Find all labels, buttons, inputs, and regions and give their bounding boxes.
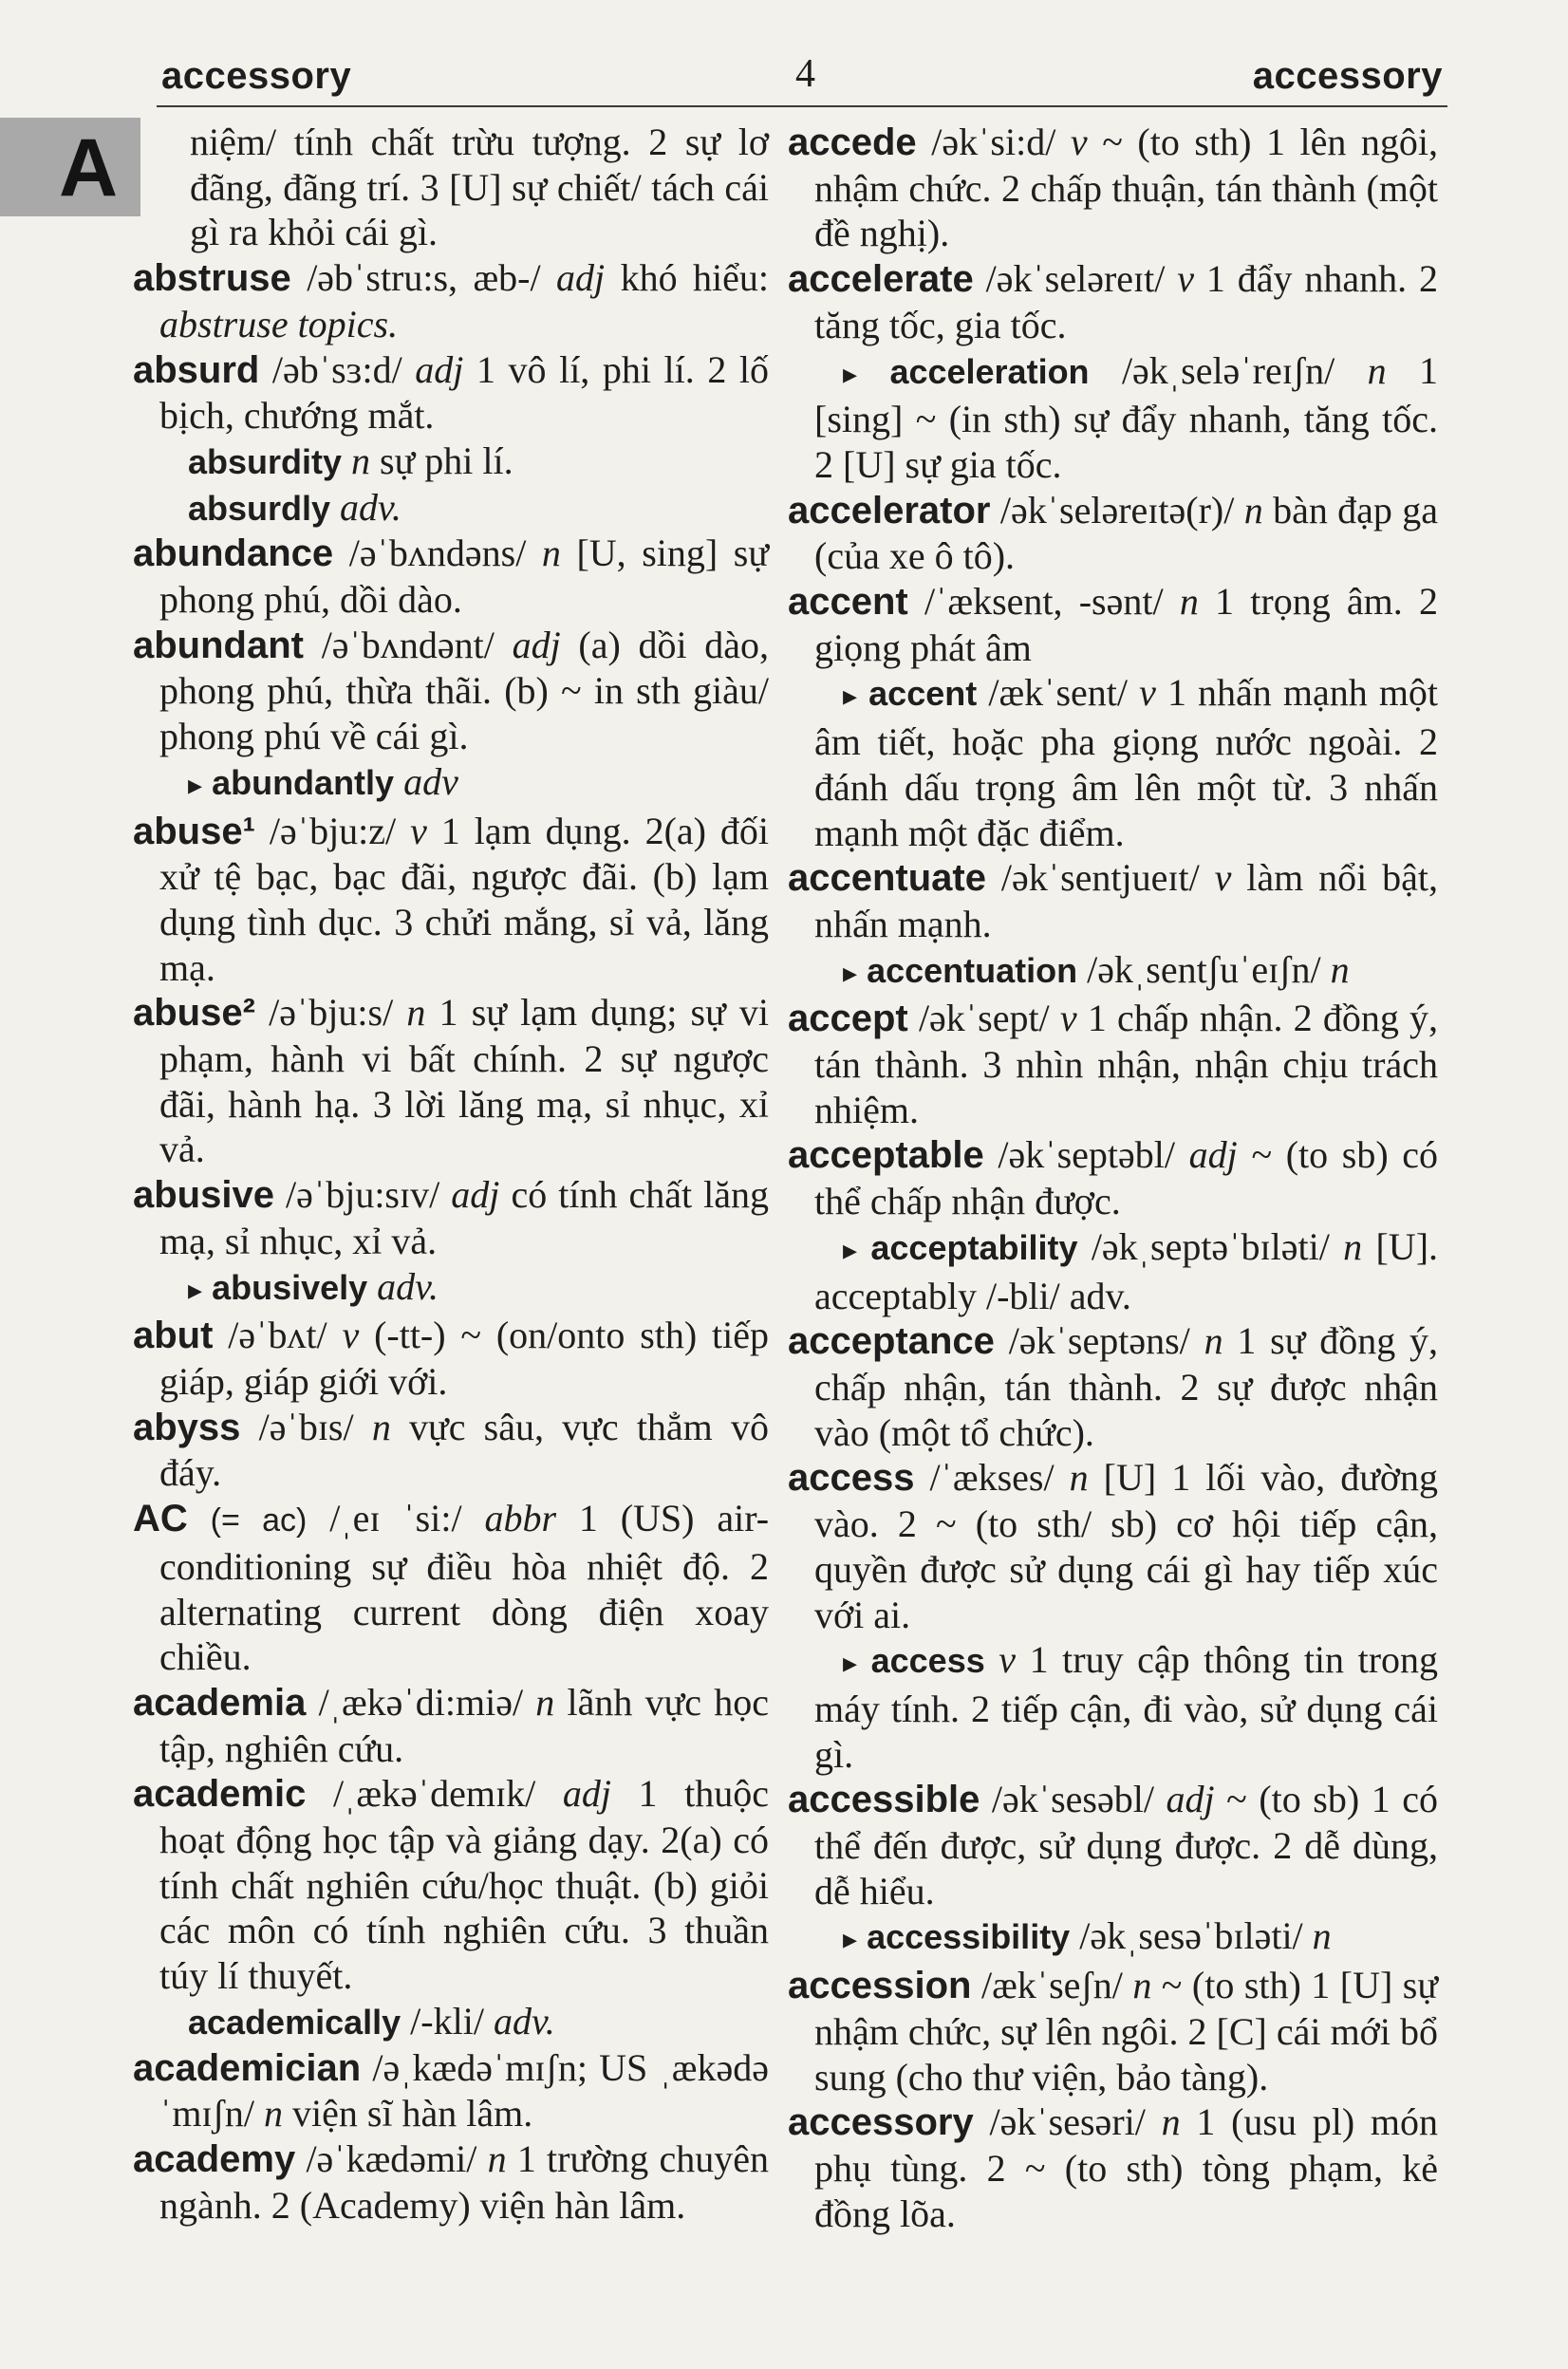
pronunciation: /ˌækəˈdi:miə/: [318, 1680, 524, 1724]
headword: abundantly: [212, 762, 395, 802]
part-of-speech: adv.: [340, 485, 401, 529]
part-of-speech: n: [1243, 488, 1263, 532]
pronunciation: /əkˌseptəˈbɪləti/: [1091, 1224, 1330, 1268]
definition: 1 vô lí, phi lí. 2 lố bịch, chướng mắt.: [159, 347, 769, 438]
pronunciation: /əkˈseptəbl/: [998, 1133, 1176, 1177]
dictionary-entry: [788, 488, 1438, 579]
guide-word-left: accessory: [161, 55, 352, 97]
sub-entry: [788, 1224, 1438, 1318]
dictionary-entry: [133, 1771, 769, 1999]
definition: ~ (to sth) 1 [U] sự nhậm chức, sự lên ngôi. 2 [C] cái mới bổ sung (cho thư viện, bảo tàng).: [814, 1964, 1439, 2099]
pronunciation: /ækˈseʃn/: [980, 1964, 1123, 2007]
headword: abundant: [133, 624, 304, 666]
pronunciation: /əkˌseləˈreɪʃn/: [1121, 348, 1335, 392]
definition: [U, sing] sự phong phú, dồi dào.: [159, 532, 770, 622]
headword: acceleration: [889, 351, 1090, 391]
definition: khó hiểu:: [620, 256, 770, 300]
headword: abuse¹: [133, 810, 255, 852]
pronunciation: /əkˈsesəri/: [989, 2100, 1146, 2144]
definition: 1 truy cập thông tin trong máy tính. 2 tiếp cận, đi vào, sử dụng cái gì.: [814, 1638, 1439, 1776]
part-of-speech: v: [1139, 671, 1156, 715]
definition: (a) dồi dào, phong phú, thừa thãi. (b) ~ in sth giàu/ phong phú về cái gì.: [159, 623, 770, 758]
definition: ~ (to sb) có thể chấp nhận được.: [814, 1133, 1439, 1223]
part-of-speech: n: [351, 438, 371, 482]
pronunciation: /əkˈsept/: [918, 997, 1050, 1040]
headword: absurdly: [188, 488, 331, 528]
headword: accent: [788, 581, 908, 624]
headword: abut: [133, 1315, 214, 1357]
definition: 1 đẩy nhanh. 2 tăng tốc, gia tốc.: [814, 257, 1439, 346]
pronunciation: /əˈbʌt/: [228, 1314, 327, 1357]
definition: 1 lạm dụng. 2(a) đối xử tệ bạc, bạc đãi, ngược đãi. (b) lạm dụng tình dục. 3 chửi mắng, sỉ vả, lăng mạ.: [159, 809, 770, 989]
pronunciation: /əˈbʌndənt/: [321, 623, 495, 666]
part-of-speech: n: [1330, 947, 1350, 991]
pronunciation: /əkˈseləreɪt/: [985, 257, 1166, 301]
definition: ~ (to sth) 1 lên ngôi, nhậm chức. 2 chấp thuận, tán thành (một đề nghị).: [814, 121, 1439, 255]
dictionary-entry: [133, 2045, 769, 2136]
headword: abuse²: [133, 992, 255, 1035]
headword: abundance: [133, 532, 334, 575]
sub-entry: [133, 1999, 769, 2045]
pronunciation: /əˈbɪs/: [258, 1405, 354, 1448]
pronunciation: /əkˌsesəˈbɪləti/: [1079, 1914, 1303, 1958]
pronunciation: /əkˈsentjueɪt/: [1000, 856, 1200, 900]
headword: access: [870, 1641, 985, 1681]
arrow-icon: ▸: [843, 358, 858, 390]
part-of-speech: v: [999, 1638, 1017, 1682]
dictionary-entry: [788, 120, 1438, 256]
headword: acceptance: [788, 1320, 995, 1363]
pronunciation: /əˌkædəˈmɪʃn; US ˌækədəˈmɪʃn/: [159, 2045, 769, 2136]
definition: viện sĩ hàn lâm.: [291, 2092, 533, 2136]
part-of-speech: n: [1367, 348, 1387, 392]
part-of-speech: v: [1059, 997, 1077, 1040]
definition: 1 sự lạm dụng; sự vi phạm, hành vi bất chính. 2 sự ngược đãi, hành hạ. 3 lời lăng mạ, sỉ nhục, xỉ vả.: [159, 991, 770, 1171]
dictionary-entry: [133, 120, 769, 255]
arrow-icon: ▸: [188, 1274, 203, 1306]
letter-tab: [0, 118, 140, 216]
dictionary-entry: [788, 1455, 1438, 1637]
letter-tab-label: A: [59, 122, 119, 214]
dictionary-entry: [788, 855, 1438, 946]
headword: absurdity: [188, 441, 343, 481]
headword: accentuation: [867, 950, 1078, 990]
headword: acceptability: [870, 1227, 1078, 1267]
dictionary-entry: [133, 531, 769, 622]
headword: accessible: [788, 1779, 980, 1821]
sub-entry: [788, 947, 1438, 997]
part-of-speech: adv.: [377, 1264, 439, 1308]
dictionary-entry: [788, 579, 1438, 670]
left-column: [133, 120, 769, 2228]
definition: 1 (usu pl) món phụ tùng. 2 ~ (to sth) tòng phạm, kẻ đồng lõa.: [814, 2100, 1439, 2235]
definition: có tính chất lăng mạ, sỉ nhục, xỉ vả.: [159, 1173, 770, 1262]
sub-entry: [788, 670, 1438, 855]
part-of-speech: adj: [1166, 1778, 1215, 1821]
dictionary-entry: [788, 1132, 1438, 1223]
headword: accept: [788, 998, 908, 1040]
page-number: 4: [795, 52, 815, 96]
headword: accessibility: [867, 1917, 1071, 1957]
part-of-speech: adv.: [493, 1999, 555, 2043]
guide-word-right: accessory: [1252, 55, 1443, 97]
dictionary-entry: [788, 256, 1438, 347]
definition: 1 (US) air-conditioning sự điều hòa nhiệt độ. 2 alternating current dòng điện xoay chiều.: [159, 1497, 770, 1679]
dictionary-entry: [788, 1963, 1438, 2099]
definition: [U]. acceptably /-bli/ adv.: [814, 1224, 1439, 1317]
headword: abstruse: [133, 257, 291, 300]
definition: 1 nhấn mạnh một âm tiết, hoặc pha giọng nước ngoài. 2 đánh dấu trọng âm lên một từ. 3 nhấn mạnh một đặc điểm.: [814, 671, 1439, 854]
dictionary-entry: [133, 347, 769, 438]
arrow-icon: ▸: [843, 1234, 858, 1266]
definition: 1 [sing] ~ (in sth) sự đẩy nhanh, tăng tốc. 2 [U] sự gia tốc.: [814, 348, 1439, 486]
part-of-speech: adj: [1188, 1133, 1238, 1177]
headword: abusive: [133, 1174, 274, 1217]
definition: lãnh vực học tập, nghiên cứu.: [159, 1680, 770, 1770]
pronunciation: /əkˌsentʃuˈeɪʃn/: [1087, 947, 1321, 991]
part-of-speech: n: [1161, 2100, 1181, 2144]
pronunciation: /ˈæksent, -sənt/: [924, 580, 1164, 624]
part-of-speech: abbr: [484, 1497, 557, 1540]
part-of-speech: n: [535, 1680, 555, 1724]
headword: abyss: [133, 1406, 241, 1448]
definition: (-tt-) ~ (on/onto sth) tiếp giáp, giáp giới với.: [159, 1314, 769, 1403]
part-of-speech: n: [263, 2092, 283, 2136]
part-of-speech: n: [1312, 1914, 1332, 1958]
part-of-speech: n: [406, 991, 426, 1035]
part-of-speech: adj: [562, 1772, 611, 1816]
pronunciation: /əˈbju:s/: [269, 991, 394, 1035]
part-of-speech: adv: [403, 759, 458, 803]
dictionary-entry: [788, 2099, 1438, 2236]
pronunciation: /əˈkædəmi/: [306, 2136, 477, 2180]
pronunciation: /əkˈsesəbl/: [991, 1778, 1154, 1821]
arrow-icon: ▸: [188, 769, 203, 801]
sub-entry: [133, 485, 769, 532]
part-of-speech: n: [1069, 1456, 1089, 1500]
pronunciation: /əˈbju:sɪv/: [286, 1173, 440, 1217]
part-of-speech: v: [1214, 856, 1232, 900]
dictionary-entry: [133, 1405, 769, 1496]
dictionary-entry: [133, 1313, 769, 1404]
headword: accent: [868, 674, 978, 714]
part-of-speech: n: [1132, 1964, 1152, 2007]
dictionary-entry: [788, 996, 1438, 1132]
part-of-speech: adj: [451, 1173, 500, 1217]
arrow-icon: ▸: [843, 1924, 858, 1956]
arrow-icon: ▸: [843, 1648, 858, 1680]
part-of-speech: n: [1343, 1224, 1363, 1268]
headword: access: [788, 1457, 915, 1500]
part-of-speech: v: [410, 809, 427, 852]
pronunciation: /əkˈseptəns/: [1008, 1319, 1190, 1363]
dictionary-entry: [133, 1496, 769, 1680]
definition: vực sâu, vực thẳm vô đáy.: [159, 1405, 769, 1495]
part-of-speech: adj: [556, 256, 606, 300]
dictionary-entry: [133, 809, 769, 991]
pronunciation: /əkˈsi:d/: [931, 121, 1056, 163]
definition: 1 trọng âm. 2 giọng phát âm: [814, 580, 1438, 669]
arrow-icon: ▸: [843, 681, 858, 713]
pronunciation: /ˈækses/: [929, 1456, 1055, 1500]
sub-entry: [788, 348, 1438, 488]
part-of-speech: adj: [512, 623, 561, 666]
sub-entry: [788, 1913, 1438, 1963]
headword: AC: [133, 1498, 188, 1540]
dictionary-entry: [133, 255, 769, 346]
headword: accede: [788, 121, 917, 163]
pronunciation: /əbˈstru:s, æb-/: [307, 256, 541, 300]
headword: accelerator: [788, 489, 991, 532]
pronunciation: /ˌeɪ ˈsi:/: [329, 1497, 462, 1540]
definition: làm nổi bật, nhấn mạnh.: [814, 856, 1438, 945]
dictionary-entry: [788, 1777, 1438, 1913]
headword-variant: (= ac): [210, 1502, 308, 1539]
definition: 1 thuộc hoạt động học tập và giảng dạy. 2(a) có tính chất nghiên cứu/học thuật. (b) giỏi các môn có tính nghiên cứu. 3 thuần túy lí thuyết.: [159, 1772, 769, 1998]
headword: abusively: [212, 1267, 368, 1307]
entry-continuation: niệm/ tính chất trừu tượng. 2 sự lơ đãng, đãng trí. 3 [U] sự chiết/ tách cái gì ra khỏi cái gì.: [190, 121, 769, 254]
part-of-speech: v: [1177, 257, 1195, 301]
part-of-speech: n: [371, 1405, 391, 1448]
part-of-speech: n: [1204, 1319, 1223, 1363]
pronunciation: /əˈbʌndəns/: [348, 532, 527, 575]
definition: 1 chấp nhận. 2 đồng ý, tán thành. 3 nhìn nhận, nhận chịu trách nhiệm.: [814, 997, 1439, 1131]
pronunciation: /əˈbju:z/: [269, 809, 397, 852]
definition: ~ (to sb) 1 có thể đến được, sử dụng được. 2 dễ dùng, dễ hiểu.: [814, 1778, 1439, 1912]
usage-example: abstruse topics.: [159, 302, 399, 345]
definition: 1 sự đồng ý, chấp nhận, tán thành. 2 sự được nhận vào (một tổ chức).: [814, 1319, 1439, 1454]
dictionary-entry: [133, 1680, 769, 1771]
headword: absurd: [133, 348, 260, 391]
headword: academic: [133, 1773, 307, 1816]
headword: academy: [133, 2137, 296, 2180]
dictionary-entry: [133, 990, 769, 1172]
pronunciation: /ˌækəˈdemɪk/: [332, 1772, 536, 1816]
part-of-speech: v: [342, 1314, 360, 1357]
dictionary-entry: [133, 1172, 769, 1263]
pronunciation: /əbˈsɜ:d/: [271, 347, 402, 391]
part-of-speech: v: [1070, 121, 1088, 163]
headword: accession: [788, 1965, 972, 2007]
sub-entry: [133, 1264, 769, 1314]
part-of-speech: n: [541, 532, 561, 575]
dictionary-entry: [133, 2136, 769, 2228]
headword: accelerate: [788, 258, 974, 301]
headword: acceptable: [788, 1134, 984, 1177]
sub-entry: [133, 759, 769, 809]
sub-entry: [133, 438, 769, 485]
dictionary-entry: [133, 623, 769, 759]
pronunciation: /ækˈsent/: [988, 671, 1128, 715]
pronunciation: /-kli/: [410, 1999, 484, 2043]
pronunciation: /əkˈseləreɪtə(r)/: [999, 488, 1235, 532]
arrow-icon: ▸: [843, 957, 858, 989]
headword: academically: [188, 2002, 401, 2042]
definition: sự phi lí.: [380, 438, 513, 482]
definition: 1 trường chuyên ngành. 2 (Academy) viện hàn lâm.: [159, 2136, 769, 2227]
definition: bàn đạp ga (của xe ô tô).: [814, 488, 1439, 578]
header-rule: [157, 105, 1447, 107]
definition: [U] 1 lối vào, đường vào. 2 ~ (to sth/ sb) cơ hội tiếp cận, quyền được sử dụng cái gì hay tiếp xúc với ai.: [814, 1456, 1439, 1636]
headword: accessory: [788, 2101, 974, 2144]
right-column: [788, 120, 1438, 2236]
dictionary-entry: [788, 1318, 1438, 1455]
part-of-speech: n: [1179, 580, 1199, 624]
part-of-speech: adj: [415, 347, 464, 391]
headword: academician: [133, 2046, 362, 2089]
sub-entry: [788, 1637, 1438, 1777]
headword: academia: [133, 1681, 307, 1724]
headword: accentuate: [788, 857, 986, 900]
part-of-speech: n: [487, 2136, 507, 2180]
